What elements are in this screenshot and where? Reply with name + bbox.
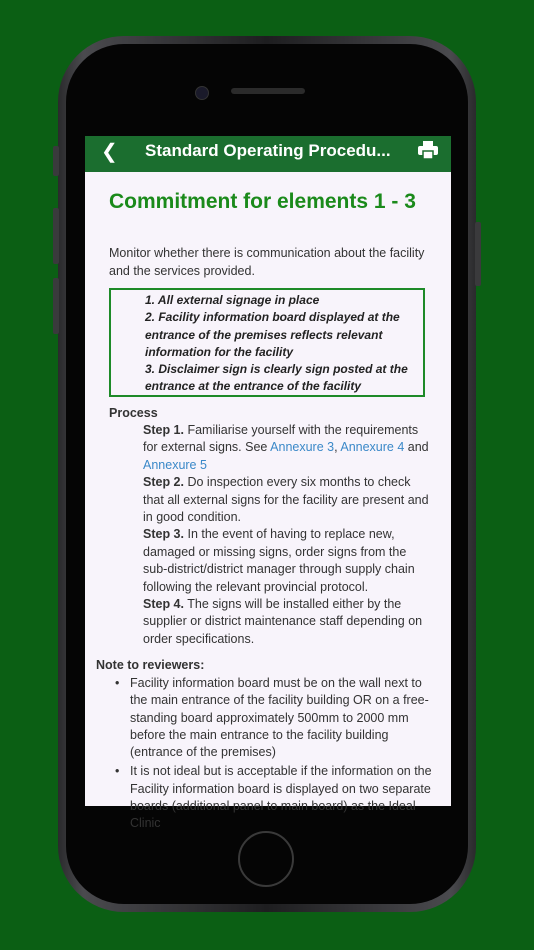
step-label: Step 4. bbox=[143, 597, 184, 612]
step-text: The signs will be installed either by the supplier or district maintenance staff depending on order specifications. bbox=[143, 597, 423, 646]
step-text: In the event of having to replace new, damaged or missing signs, order signs from the sub-district/district manager through supply chain following the relevant provincial protocol. bbox=[143, 527, 415, 594]
process-label: Process bbox=[109, 406, 158, 420]
volume-up-button bbox=[53, 208, 59, 264]
app-bar bbox=[85, 136, 451, 172]
note-text: It is not ideal but is acceptable if the information on the Facility information board is displayed on two separate boards (additional panel to main board) as the Ideal Clinic bbox=[130, 764, 432, 831]
element-item: 1. All external signage in place bbox=[145, 293, 320, 307]
step-text: Familiarise yourself with the requirements for external signs. See bbox=[143, 423, 419, 455]
reviewer-notes bbox=[113, 675, 437, 835]
process-steps bbox=[143, 422, 433, 648]
list-item bbox=[113, 675, 437, 761]
home-button[interactable] bbox=[238, 831, 294, 887]
step-3 bbox=[143, 526, 433, 596]
step-label: Step 2. bbox=[143, 475, 184, 490]
annexure-5-link[interactable]: Annexure 5 bbox=[143, 457, 207, 472]
printer-icon[interactable] bbox=[418, 141, 438, 159]
step-label: Step 1. bbox=[143, 423, 184, 437]
link-separator: , bbox=[334, 440, 341, 455]
annexure-4-link[interactable]: Annexure 4 bbox=[340, 440, 405, 455]
content-area[interactable] bbox=[85, 172, 451, 831]
list-item bbox=[113, 763, 437, 832]
earpiece-speaker bbox=[231, 88, 305, 94]
step-4 bbox=[143, 596, 433, 648]
elements-box bbox=[109, 288, 425, 397]
step-1 bbox=[143, 422, 433, 474]
app-screen bbox=[85, 136, 451, 831]
annexure-3-link[interactable]: Annexure 3 bbox=[270, 440, 335, 455]
element-item: 3. Disclaimer sign is clearly sign posted at the entrance at the entrance of the facility bbox=[145, 362, 408, 394]
bullet-icon: • bbox=[115, 676, 120, 690]
chevron-left-icon[interactable]: ❮ bbox=[101, 141, 118, 163]
step-text: Do inspection every six months to check that all external signs for the facility are present and in good condition. bbox=[143, 475, 429, 525]
note-text: Facility information board must be on the wall next to the main entrance of the facility building OR on a free-standing board approximately 500mm to 2000 mm before the main entrance to the facility building (entrance of the premises) bbox=[130, 676, 429, 760]
element-item: 2. Facility information board displayed at the entrance of the premises reflects relevant information for the facility bbox=[145, 310, 400, 359]
bullet-icon: • bbox=[115, 764, 120, 779]
intro-text: Monitor whether there is communication about the facility and the services provided. bbox=[109, 246, 425, 278]
step-2 bbox=[143, 474, 433, 526]
page-heading: Commitment for elements 1 - 3 bbox=[109, 190, 416, 213]
app-title: Standard Operating Procedu... bbox=[145, 141, 391, 160]
volume-down-button bbox=[53, 278, 59, 334]
front-camera bbox=[195, 86, 209, 100]
silent-switch bbox=[53, 146, 59, 176]
link-separator: and bbox=[404, 440, 429, 455]
power-button bbox=[475, 222, 481, 286]
step-label: Step 3. bbox=[143, 527, 184, 542]
note-to-reviewers-label: Note to reviewers: bbox=[96, 658, 205, 672]
